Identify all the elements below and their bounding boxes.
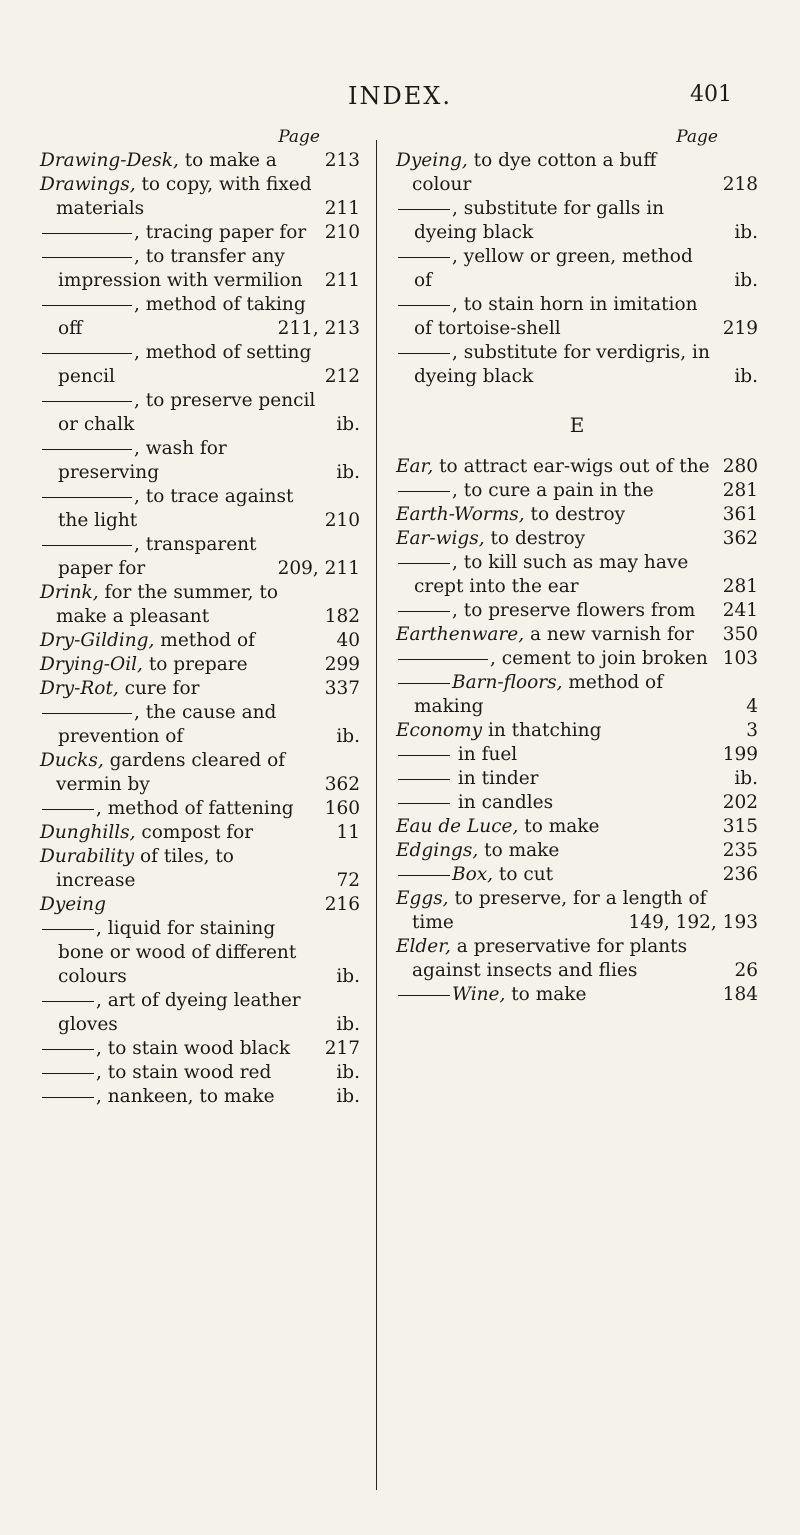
right-entries-e (396, 455, 758, 1007)
entry-page-ref: 209, 211 (277, 558, 360, 579)
entry-page-ref: 184 (722, 984, 758, 1005)
index-entry (396, 149, 758, 197)
entry-text: a preservative for plants against insects and flies (412, 936, 688, 981)
index-entry (396, 935, 758, 983)
entry-text: to preserve, for a length of time (412, 888, 707, 933)
entry-headword: Drink, (40, 582, 99, 603)
index-entry (396, 887, 758, 935)
entry-page-ref: 362 (722, 528, 758, 549)
index-entry (40, 821, 360, 845)
entry-text: in candles (452, 792, 554, 813)
entry-text: , substitute for verdigris, in dyeing black (414, 342, 710, 387)
index-entry (40, 989, 360, 1037)
ditto-rule (398, 491, 450, 492)
entry-page-ref: 337 (324, 678, 360, 699)
index-entry (396, 719, 758, 743)
entry-headword: Durability (40, 846, 135, 867)
ditto-rule (42, 1049, 94, 1050)
entry-page-ref: ib. (336, 726, 360, 747)
entry-text: to destroy (484, 528, 586, 549)
index-entry (396, 815, 758, 839)
index-entry (396, 863, 758, 887)
index-entry (396, 245, 758, 293)
entry-headword: Dry-Gilding, (40, 630, 155, 651)
index-entry (40, 629, 360, 653)
index-entry (396, 479, 758, 503)
right-index-column (396, 125, 758, 1007)
ditto-rule (42, 713, 132, 714)
entry-headword: Ear, (396, 456, 434, 477)
entry-page-ref: ib. (336, 966, 360, 987)
entry-headword: Eggs, (396, 888, 449, 909)
entry-headword: Drawing-Desk, (40, 150, 179, 171)
index-entry (40, 1061, 360, 1085)
entry-page-ref: 362 (324, 774, 360, 795)
entry-page-ref: 281 (722, 576, 758, 597)
entry-text: to copy, with fixed materials (56, 174, 312, 219)
entry-page-ref: 217 (324, 1038, 360, 1059)
index-entry (396, 839, 758, 863)
ditto-rule (42, 1073, 94, 1074)
entry-page-ref: 210 (324, 222, 360, 243)
entry-text: , substitute for galls in dyeing black (414, 198, 665, 243)
entry-subhead: Box, (452, 864, 494, 885)
entry-page-ref: 219 (722, 318, 758, 339)
ditto-rule (398, 803, 450, 804)
entry-headword: Dyeing (40, 894, 106, 915)
entry-text: , method of taking off (58, 294, 306, 339)
entry-headword: Dyeing, (396, 150, 468, 171)
entry-page-ref: 211 (324, 270, 360, 291)
ditto-rule (398, 779, 450, 780)
entry-page-ref: ib. (336, 1014, 360, 1035)
index-entry (396, 551, 758, 599)
entry-page-ref: ib. (734, 366, 758, 387)
entry-page-ref: 361 (722, 504, 758, 525)
index-entry (40, 701, 360, 749)
entry-page-ref: ib. (734, 222, 758, 243)
ditto-rule (42, 305, 132, 306)
entry-headword: Edgings, (396, 840, 479, 861)
entry-text: method of (154, 630, 255, 651)
entry-headword: Earth-Worms, (396, 504, 525, 525)
entry-text: to prepare (142, 654, 248, 675)
index-entry (396, 197, 758, 245)
entry-text: , liquid for staining bone or wood of different colours (58, 918, 297, 987)
entry-text: to make (518, 816, 600, 837)
entry-text: cure for (118, 678, 200, 699)
index-entry (40, 341, 360, 389)
index-entry (396, 503, 758, 527)
entry-headword: Dry-Rot, (40, 678, 119, 699)
entry-text: in tinder (452, 768, 539, 789)
entry-page-ref: ib. (336, 1086, 360, 1107)
entry-text: to dye cotton a buff colour (412, 150, 657, 195)
entry-text: , yellow or green, method of (414, 246, 693, 291)
entry-text: , to cure a pain in the (452, 480, 654, 501)
entry-text: , art of dyeing leather gloves (58, 990, 301, 1035)
entry-headword: Elder, (396, 936, 451, 957)
entry-text: , method of setting pencil (58, 342, 312, 387)
ditto-rule (42, 1097, 94, 1098)
entry-text: , to preserve pencil or chalk (58, 390, 316, 435)
index-entry (40, 437, 360, 485)
ditto-rule (398, 755, 450, 756)
entry-text: to make a (178, 150, 277, 171)
ditto-rule (398, 611, 450, 612)
index-entry (40, 845, 360, 893)
entry-text: , tracing paper for (134, 222, 307, 243)
index-entry (396, 671, 758, 719)
entry-text: , the cause and prevention of (58, 702, 277, 747)
entry-page-ref: 160 (324, 798, 360, 819)
page-label: Page (676, 127, 718, 147)
running-head-title: INDEX. (348, 82, 452, 110)
entry-headword: Earthenware, (396, 624, 525, 645)
entry-page-ref: 210 (324, 510, 360, 531)
ditto-rule (42, 449, 132, 450)
entry-subhead: Barn-floors, (452, 672, 563, 693)
entry-page-ref: 182 (324, 606, 360, 627)
section-letter: E (569, 413, 585, 437)
index-entry (40, 293, 360, 341)
entry-text: to cut (493, 864, 554, 885)
column-divider (376, 140, 377, 1490)
index-entry (396, 527, 758, 551)
ditto-rule (398, 875, 450, 876)
ditto-rule (398, 209, 450, 210)
entry-text: , to kill such as may have crept into the ear (414, 552, 689, 597)
entry-text: , nankeen, to make (96, 1086, 275, 1107)
index-entry (40, 797, 360, 821)
index-entry (396, 647, 758, 671)
entry-page-ref: 236 (722, 864, 758, 885)
index-entry (396, 599, 758, 623)
entry-page-ref: ib. (336, 462, 360, 483)
index-entry (40, 653, 360, 677)
entry-headword: Dunghills, (40, 822, 136, 843)
left-index-column (40, 125, 360, 1109)
entry-text: , cement to join broken (490, 648, 708, 669)
index-entry (40, 485, 360, 533)
entry-page-ref: 4 (746, 696, 758, 717)
entry-text: to attract ear-wigs out of the (433, 456, 710, 477)
index-entry (396, 293, 758, 341)
entry-page-ref: 216 (324, 894, 360, 915)
entry-text: , to trace against the light (58, 486, 294, 531)
ditto-rule (398, 257, 450, 258)
ditto-rule (398, 659, 488, 660)
ditto-rule (42, 1001, 94, 1002)
entry-page-ref: 3 (746, 720, 758, 741)
entry-headword: Ear-wigs, (396, 528, 485, 549)
entry-headword: Economy (396, 720, 483, 741)
index-entry (396, 791, 758, 815)
index-entry (40, 149, 360, 173)
ditto-rule (42, 809, 94, 810)
entry-subhead: Wine, (452, 984, 506, 1005)
index-entry (396, 767, 758, 791)
index-entry (396, 983, 758, 1007)
index-entry (396, 623, 758, 647)
entry-page-ref: 315 (722, 816, 758, 837)
entry-text: , to stain wood red (96, 1062, 272, 1083)
entry-text: to make (505, 984, 587, 1005)
entry-page-ref: 212 (324, 366, 360, 387)
entry-headword: Drying-Oil, (40, 654, 143, 675)
left-entries (40, 149, 360, 1109)
entry-text: gardens cleared of vermin by (56, 750, 286, 795)
ditto-rule (398, 563, 450, 564)
index-entry (40, 245, 360, 293)
entry-page-ref: 211 (324, 198, 360, 219)
index-entry (396, 743, 758, 767)
index-entry (40, 389, 360, 437)
entry-page-ref: ib. (734, 270, 758, 291)
page-number: 401 (690, 82, 732, 107)
entry-text: to make (478, 840, 560, 861)
index-entry (40, 221, 360, 245)
entry-text: to destroy (524, 504, 626, 525)
entry-headword: Eau de Luce, (396, 816, 519, 837)
entry-page-ref: 103 (722, 648, 758, 669)
ditto-rule (42, 497, 132, 498)
entry-page-ref: 40 (336, 630, 360, 651)
ditto-rule (42, 401, 132, 402)
entry-page-ref: 11 (336, 822, 360, 843)
entry-page-ref: ib. (336, 414, 360, 435)
entry-text: , method of fattening (96, 798, 294, 819)
entry-text: method of making (414, 672, 664, 717)
entry-page-ref: 202 (722, 792, 758, 813)
ditto-rule (42, 257, 132, 258)
entry-text: a new varnish for (524, 624, 694, 645)
ditto-rule (42, 929, 94, 930)
page-label: Page (278, 127, 320, 147)
entry-page-ref: 213 (324, 150, 360, 171)
entry-page-ref: 241 (722, 600, 758, 621)
index-entry (40, 581, 360, 629)
entry-page-ref: 280 (722, 456, 758, 477)
ditto-rule (42, 353, 132, 354)
entry-page-ref: 26 (734, 960, 758, 981)
entry-headword: Drawings, (40, 174, 136, 195)
index-entry (40, 1037, 360, 1061)
ditto-rule (398, 683, 450, 684)
entry-page-ref: ib. (336, 1062, 360, 1083)
index-entry (40, 677, 360, 701)
entry-page-ref: 72 (336, 870, 360, 891)
ditto-rule (398, 305, 450, 306)
index-entry (396, 341, 758, 389)
index-entry (396, 455, 758, 479)
entry-text: , to stain horn in imitation of tortoise-shell (414, 294, 698, 339)
entry-page-ref: ib. (734, 768, 758, 789)
entry-page-ref: 149, 192, 193 (628, 912, 758, 933)
entry-page-ref: 199 (722, 744, 758, 765)
entry-text: of tiles, to increase (56, 846, 234, 891)
index-entry (40, 893, 360, 917)
index-entry (40, 917, 360, 989)
index-entry (40, 749, 360, 797)
entry-page-ref: 211, 213 (277, 318, 360, 339)
ditto-rule (42, 233, 132, 234)
entry-text: , to preserve flowers from (452, 600, 696, 621)
entry-text: in fuel (452, 744, 518, 765)
entry-text: , wash for preserving (58, 438, 227, 483)
entry-text: , to transfer any impression with vermilion (58, 246, 303, 291)
ditto-rule (398, 995, 450, 996)
right-entries (396, 149, 758, 389)
entry-page-ref: 299 (324, 654, 360, 675)
entry-page-ref: 350 (722, 624, 758, 645)
ditto-rule (398, 353, 450, 354)
entry-text: in thatching (482, 720, 602, 741)
index-entry (40, 1085, 360, 1109)
entry-headword: Ducks, (40, 750, 104, 771)
entry-text: , transparent paper for (58, 534, 257, 579)
index-entry (40, 173, 360, 221)
entry-text: compost for (135, 822, 254, 843)
index-entry (40, 533, 360, 581)
entry-page-ref: 218 (722, 174, 758, 195)
ditto-rule (42, 545, 132, 546)
entry-text: , to stain wood black (96, 1038, 291, 1059)
entry-text: for the summer, to make a pleasant (56, 582, 278, 627)
entry-page-ref: 281 (722, 480, 758, 501)
entry-page-ref: 235 (722, 840, 758, 861)
